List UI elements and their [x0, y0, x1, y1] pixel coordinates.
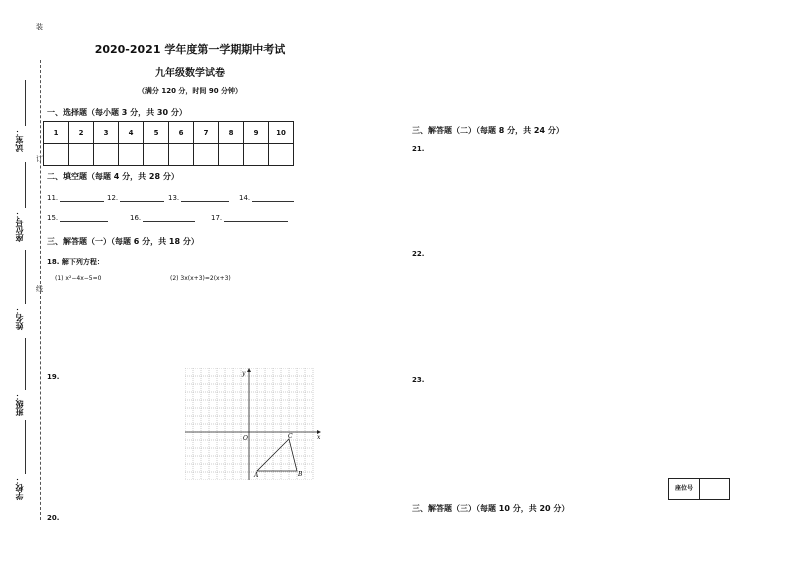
- fill-label: 11.: [47, 194, 59, 202]
- answer-num: 8: [219, 122, 244, 144]
- fill-label: 17.: [211, 214, 223, 222]
- fill-label: 14.: [239, 194, 251, 202]
- section3b-title: 三、解答题（二）（每题 8 分，共 24 分）: [412, 126, 564, 135]
- exam-subtitle: 九年级数学试卷: [155, 68, 225, 79]
- fill-item-17: [211, 213, 288, 222]
- binding-mark-mid: 订: [36, 155, 43, 163]
- origin-label: O: [243, 435, 248, 442]
- fill-label: 15.: [47, 214, 59, 222]
- y-axis-label: y: [242, 370, 246, 377]
- coordinate-grid: [185, 368, 325, 480]
- section3c-title: 三、解答题（三）（每题 10 分，共 20 分）: [412, 504, 570, 513]
- answer-num: 2: [69, 122, 94, 144]
- fill-label: 12.: [107, 194, 119, 202]
- seat-number-box: [668, 478, 730, 500]
- field-room-line: [25, 80, 26, 126]
- answer-cell[interactable]: [144, 144, 169, 166]
- answer-table: [43, 121, 294, 166]
- q20-label: 20.: [47, 514, 60, 522]
- point-b-label: B: [298, 471, 303, 478]
- answer-num: 3: [94, 122, 119, 144]
- seat-number-input[interactable]: [700, 479, 729, 499]
- q18-part1: (1) x²−4x−5=0: [55, 275, 102, 282]
- answer-cell[interactable]: [94, 144, 119, 166]
- answer-cell[interactable]: [219, 144, 244, 166]
- seat-number-label: 座位号: [669, 479, 700, 499]
- fill-item-11: [47, 193, 104, 202]
- fill-blank[interactable]: [60, 213, 108, 222]
- field-name-line: [25, 250, 26, 304]
- answer-num: 10: [269, 122, 294, 144]
- field-room-label: 试室：: [15, 128, 24, 152]
- fill-item-12: [107, 193, 164, 202]
- q23-label: 23.: [412, 376, 425, 384]
- section2-title: 二、填空题（每题 4 分，共 28 分）: [47, 172, 179, 181]
- q21-label: 21.: [412, 145, 425, 153]
- q19-label: 19.: [47, 373, 60, 381]
- answer-cell[interactable]: [244, 144, 269, 166]
- field-school-label: 学校：: [15, 476, 24, 500]
- exam-info: （满分 120 分，时间 90 分钟）: [137, 87, 243, 95]
- fill-item-13: [168, 193, 229, 202]
- fill-blank[interactable]: [60, 193, 104, 202]
- fill-item-14: [239, 193, 294, 202]
- fill-item-15: [47, 213, 108, 222]
- field-seat-label: 座位号：: [15, 210, 24, 242]
- point-c-label: C: [288, 433, 293, 440]
- field-class-line: [25, 338, 26, 390]
- answer-num: 6: [169, 122, 194, 144]
- binding-dashed-line: [40, 60, 41, 520]
- field-name-label: 姓名：: [15, 306, 24, 330]
- answer-cell[interactable]: [44, 144, 69, 166]
- answer-num: 9: [244, 122, 269, 144]
- fill-label: 16.: [130, 214, 142, 222]
- binding-mark-top: 装: [36, 23, 43, 31]
- q18-label: 18. 解下列方程：: [47, 258, 104, 266]
- answer-num: 7: [194, 122, 219, 144]
- fill-blank[interactable]: [143, 213, 195, 222]
- binding-margin: [0, 0, 43, 562]
- answer-cell[interactable]: [194, 144, 219, 166]
- answer-cell[interactable]: [269, 144, 294, 166]
- q18-part2: (2) 3x(x+3)=2(x+3): [170, 275, 231, 282]
- answer-num: 5: [144, 122, 169, 144]
- x-axis-label: x: [317, 434, 321, 441]
- fill-blank[interactable]: [181, 193, 229, 202]
- fill-item-16: [130, 213, 195, 222]
- q22-label: 22.: [412, 250, 425, 258]
- answer-num: 4: [119, 122, 144, 144]
- fill-label: 13.: [168, 194, 180, 202]
- field-school-line: [25, 420, 26, 474]
- exam-title: 2020-2021 学年度第一学期期中考试: [94, 43, 286, 56]
- fill-blank[interactable]: [252, 193, 294, 202]
- answer-cell[interactable]: [69, 144, 94, 166]
- y-axis-arrow: [247, 368, 251, 372]
- field-class-label: 班级：: [15, 392, 24, 416]
- binding-mark-bot: 线: [36, 285, 43, 293]
- field-seat-line: [25, 162, 26, 208]
- answer-cell[interactable]: [169, 144, 194, 166]
- section1-title: 一、选择题（每小题 3 分，共 30 分）: [47, 108, 187, 117]
- answer-num: 1: [44, 122, 69, 144]
- fill-blank[interactable]: [120, 193, 164, 202]
- fill-blank[interactable]: [224, 213, 288, 222]
- triangle-abc: [257, 439, 297, 471]
- point-a-label: A: [254, 472, 259, 479]
- answer-cell[interactable]: [119, 144, 144, 166]
- section3a-title: 三、解答题（一）（每题 6 分，共 18 分）: [47, 237, 199, 246]
